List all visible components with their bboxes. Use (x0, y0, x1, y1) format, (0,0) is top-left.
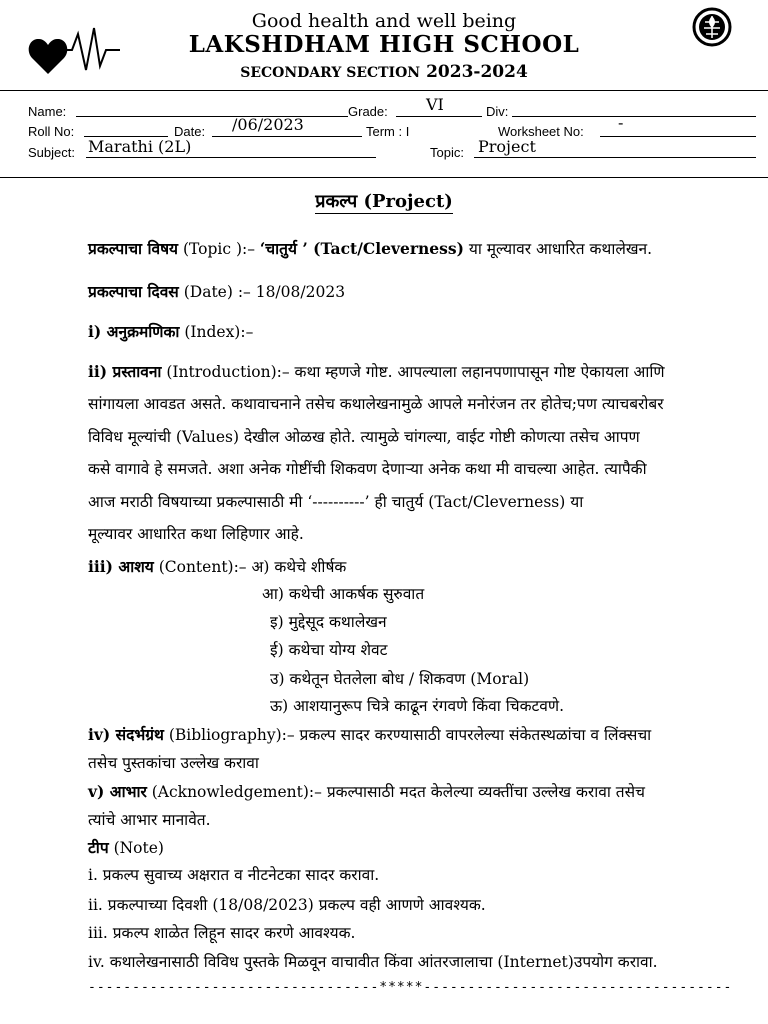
subject-value: Marathi (2L) (88, 137, 192, 156)
topic-line: प्रकल्पाचा विषय (Topic ):– ‘चातुर्य ’ (Tact/Cleverness) या मूल्यावर आधारित कथालेखन. (88, 239, 653, 258)
page-title: प्रकल्प (Project) (315, 191, 453, 212)
header-rule (0, 90, 768, 91)
div-field[interactable] (512, 104, 756, 117)
school-crest-logo (692, 6, 732, 50)
tagline: Good health and well being (251, 10, 517, 32)
content-heading: iii) आशय (Content):– अ) कथेचे शीर्षक (88, 557, 347, 576)
grade-value: VI (426, 95, 444, 114)
section-line (0, 62, 768, 82)
content-item: ऊ) आशयानुरूप चित्रे काढून रंगवणे किंवा चिकटवणे. (270, 697, 565, 715)
date-line: प्रकल्पाचा दिवस (Date) :– 18/08/2023 (88, 282, 346, 301)
content-item: आ) कथेची आकर्षक सुरुवात (262, 585, 425, 603)
bibliography-line-1: iv) संदर्भग्रंथ (Bibliography):– प्रकल्प सादर करण्यासाठी वापरलेल्या संकेतस्थळांचा व लिंक्सचा (88, 725, 652, 744)
intro-line-2: सांगायला आवडत असते. कथावाचनाने तसेच कथालेखनामुळे आपले मनोरंजन तर होतेच;पण त्याचबरोबर (88, 395, 664, 413)
name-field[interactable] (76, 104, 348, 117)
note-heading: टीप (Note) (88, 838, 164, 857)
date-label: Date: (174, 124, 206, 139)
bibliography-line-2: तसेच पुस्तकांचा उल्लेख करावा (88, 754, 259, 772)
content-item: इ) मुद्देसूद कथालेखन (270, 613, 387, 631)
topic-value: Project (478, 137, 536, 156)
worksheet-value: - (618, 113, 624, 132)
content-item: ई) कथेचा योग्य शेवट (270, 641, 388, 659)
form-rule (0, 177, 768, 178)
note-item: i. प्रकल्प सुवाच्य अक्षरात व नीटनेटका सादर करावा. (88, 866, 380, 884)
footer-divider: ---------------------------------*****----------------------------------- (88, 980, 733, 995)
index-line: i) अनुक्रमणिका (Index):– (88, 322, 254, 341)
note-item: iv. कथालेखनासाठी विविध पुस्तके मिळवून वाचावीत किंवा आंतरजालाचा (Internet)उपयोग करावा. (88, 953, 658, 971)
intro-line-4: कसे वागावे हे समजते. अशा अनेक गोष्टींची शिकवण देणाऱ्या अनेक कथा मी वाचल्या आहेत. त्यापैकी (88, 460, 647, 478)
div-label: Div: (486, 104, 509, 119)
roll-field[interactable] (84, 124, 168, 137)
topic-label: Topic: (430, 145, 464, 160)
term-label: Term : I (366, 124, 410, 139)
note-item: iii. प्रकल्प शाळेत लिहून सादर करणे आवश्यक. (88, 924, 356, 942)
intro-line-6: मूल्यावर आधारित कथा लिहिणार आहे. (88, 525, 304, 543)
intro-line-1: ii) प्रस्तावना (Introduction):– कथा म्हणजे गोष्ट. आपल्याला लहानपणापासून गोष्ट ऐकायला आणि (88, 362, 665, 381)
roll-label: Roll No: (28, 124, 75, 139)
section-label: SECONDARY SECTION (240, 65, 421, 81)
acknowledgement-line-2: त्यांचे आभार मानावेत. (88, 811, 211, 829)
content-item: उ) कथेतून घेतलेला बोध / शिकवण (Moral) (270, 670, 530, 688)
intro-line-3: विविध मूल्यांची (Values) देखील ओळख होते. त्यामुळे चांगल्या, वाईट गोष्टी कोणत्या तसेच आपण (88, 428, 640, 446)
intro-line-5: आज मराठी विषयाच्या प्रकल्पासाठी मी ‘----------’ ही चातुर्य (Tact/Cleverness) या (88, 493, 584, 511)
date-value: /06/2023 (232, 115, 304, 134)
name-label: Name: (28, 104, 67, 119)
academic-year: 2023-2024 (426, 62, 528, 82)
note-item: ii. प्रकल्पाच्या दिवशी (18/08/2023) प्रकल्प वही आणणे आवश्यक. (88, 896, 486, 914)
acknowledgement-line-1: v) आभार (Acknowledgement):– प्रकल्पासाठी मदत केलेल्या व्यक्तींचा उल्लेख करावा तसेच (88, 782, 645, 801)
subject-label: Subject: (28, 145, 75, 160)
grade-label: Grade: (348, 104, 388, 119)
school-name: LAKSHDHAM HIGH SCHOOL (188, 31, 580, 58)
worksheet-label: Worksheet No: (498, 124, 584, 139)
